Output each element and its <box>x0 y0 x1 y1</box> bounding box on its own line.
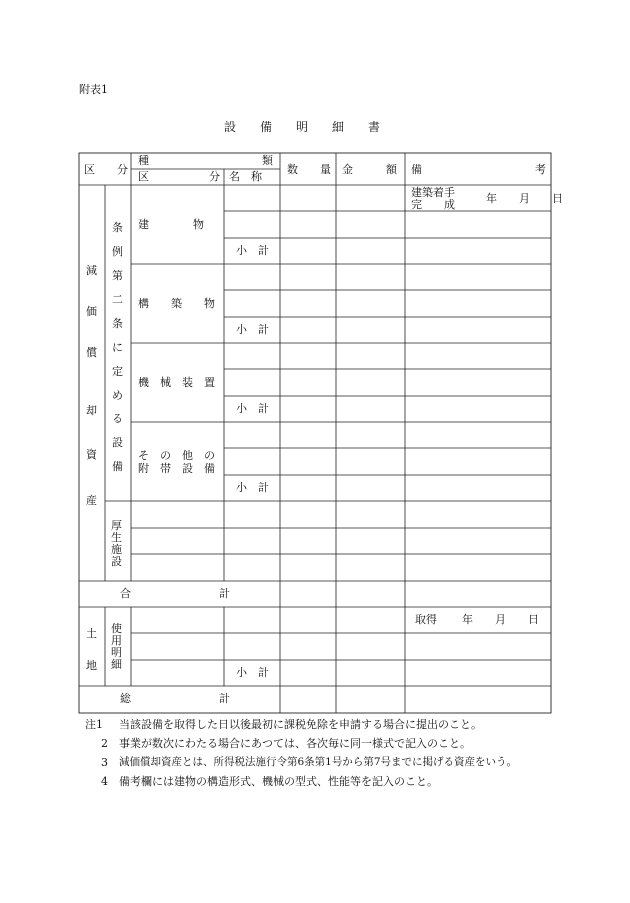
header-shurui-end: 類 <box>262 154 273 167</box>
header-biko-end: 考 <box>535 163 546 176</box>
header-biko: 備 <box>411 163 422 176</box>
category-kochikubutsu: 構 築 物 <box>138 297 215 310</box>
category-tatemono: 建 物 <box>138 218 204 231</box>
biko-date: 年 月 日 <box>486 192 563 205</box>
genka-char: 産 <box>86 494 97 507</box>
note-text: 減価償却資産とは、所得税法施行令第6条第1号から第7号までに掲げる資産をいう。 <box>119 756 518 768</box>
genka-char: 価 <box>86 305 97 318</box>
note-number: 注1 <box>85 718 103 731</box>
note-number: 3 <box>101 756 108 769</box>
jorei-char: に <box>112 341 123 354</box>
jorei-char: 定 <box>112 365 123 378</box>
gokei-label: 合 計 <box>120 587 230 600</box>
genka-char: 却 <box>86 404 97 417</box>
header-meisho: 名 称 <box>229 170 262 183</box>
category-sonota-line1: そ の 他 の <box>138 449 215 462</box>
kosei-char: 生 <box>111 531 122 544</box>
jorei-char: 二 <box>112 293 123 306</box>
note-text: 事業が数次にわたる場合にあつては、各次毎に同一様式で記入のこと。 <box>119 737 471 750</box>
header-kubun2: 区 <box>138 170 149 183</box>
genka-char: 資 <box>86 448 97 461</box>
subtotal-label: 小 計 <box>236 666 269 679</box>
document-title: 設 備 明 細 書 <box>224 120 381 134</box>
jorei-char: め <box>112 389 123 402</box>
note-text: 当該設備を取得した日以後最初に課税免除を申請する場合に提出のこと。 <box>119 718 482 731</box>
biko-kansei: 完 成 <box>411 198 455 211</box>
jorei-char: る <box>112 412 123 425</box>
header-kubun2-end: 分 <box>209 170 220 183</box>
subtotal-label: 小 計 <box>236 244 269 257</box>
note-text: 備考欄には建物の構造形式、機械の型式、性能等を記入のこと。 <box>119 775 438 788</box>
shiyo-char: 使 <box>111 622 122 635</box>
category-sonota-line2: 附 帯 設 備 <box>138 462 215 475</box>
header-suryo: 数 量 <box>287 163 331 176</box>
category-kikai: 機 械 装 置 <box>138 376 215 389</box>
shiyo-char: 用 <box>111 634 122 647</box>
header-shurui: 種 <box>138 154 149 167</box>
header-kingaku: 金 額 <box>342 163 397 176</box>
biko-kenchiku-chakushu: 建築着手 <box>411 186 455 199</box>
jorei-char: 例 <box>112 245 123 258</box>
biko-shutoku-date: 年 月 日 <box>462 613 539 626</box>
kosei-char: 厚 <box>111 519 122 532</box>
kosei-char: 施 <box>111 543 122 556</box>
tochi-char: 土 <box>86 627 97 640</box>
shiyo-char: 明 <box>111 646 122 659</box>
kosei-char: 設 <box>111 555 122 568</box>
sokei-label: 総 計 <box>120 692 230 705</box>
biko-shutoku: 取得 <box>415 613 437 626</box>
genka-char: 減 <box>86 264 97 277</box>
jorei-char: 第 <box>112 269 123 282</box>
jorei-char: 条 <box>112 221 123 234</box>
subtotal-label: 小 計 <box>236 481 269 494</box>
subtotal-label: 小 計 <box>236 402 269 415</box>
shiyo-char: 細 <box>111 658 122 671</box>
jorei-char: 設 <box>112 436 123 449</box>
header-kubun: 区 分 <box>84 163 128 176</box>
tochi-char: 地 <box>86 659 97 672</box>
note-number: 4 <box>101 775 108 788</box>
subtotal-label: 小 計 <box>236 323 269 336</box>
jorei-char: 条 <box>112 317 123 330</box>
genka-char: 償 <box>86 346 97 359</box>
appendix-label: 附表1 <box>79 83 108 96</box>
jorei-char: 備 <box>112 460 123 473</box>
note-number: 2 <box>101 737 108 750</box>
